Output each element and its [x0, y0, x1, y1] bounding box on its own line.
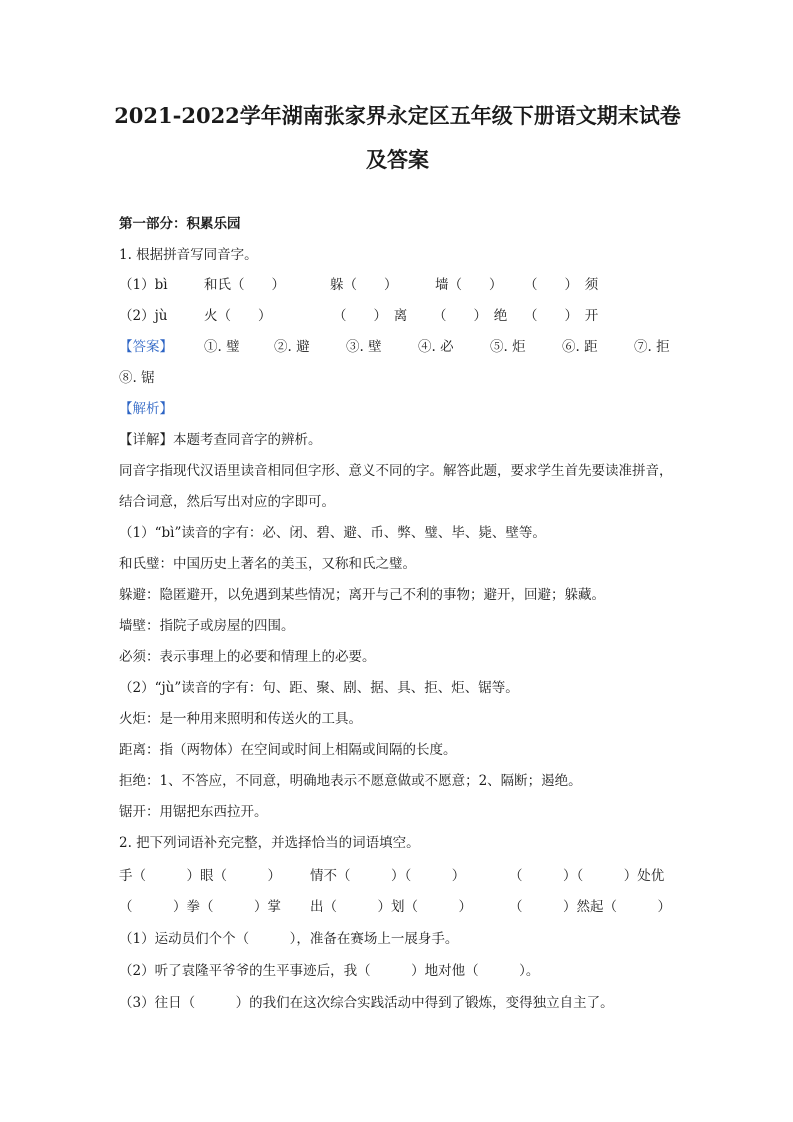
- answer-label: 【答案】: [119, 339, 173, 355]
- explanation-paragraph: 同音字指现代汉语里读音相同但字形、意义不同的字。解答此题，要求学生首先要读准拼音，: [119, 463, 673, 479]
- fill-blank: （ ） 绝: [433, 308, 508, 324]
- idiom-blank: （ ）然起（ ）: [509, 899, 671, 915]
- idiom-blank: 手（ ）眼（ ）: [119, 868, 281, 884]
- word-definition: 墙壁：指院子或房屋的四围。: [119, 618, 295, 634]
- document-title-line2: 及答案: [366, 147, 429, 172]
- word-definition: 火炬：是一种用来照明和传送火的工具。: [119, 711, 362, 727]
- fill-blank: （ ） 须: [524, 277, 599, 293]
- answer-item: ②. 避: [274, 339, 310, 355]
- answer-item: ①. 璧: [204, 339, 240, 355]
- word-definition: 躲避：隐匿避开，以免遇到某些情况；离开与己不利的事物；避开，回避；躲藏。: [119, 587, 605, 603]
- question-2-stem: 2. 把下列词语补充完整，并选择恰当的词语填空。: [119, 835, 420, 851]
- ju-character-list: （2）“jù”读音的字有：句、距、聚、剧、据、具、拒、炬、锯等。: [119, 680, 519, 696]
- word-definition: 和氏璧：中国历史上著名的美玉，又称和氏之璧。: [119, 556, 416, 572]
- document-title-line1: 2021-2022学年湖南张家界永定区五年级下册语文期末试卷: [114, 103, 681, 128]
- fill-sentence: （2）听了袁隆平爷爷的生平事迹后，我（ ）地对他（ ）。: [119, 963, 540, 979]
- fill-blank: 墙（ ）: [435, 277, 503, 293]
- answer-item: ⑦. 拒: [634, 339, 670, 355]
- idiom-blank: 出（ ）划（ ）: [310, 899, 472, 915]
- answer-item: ③. 壁: [346, 339, 382, 355]
- fill-blank: （ ） 开: [524, 308, 599, 324]
- section-heading: 第一部分：积累乐园: [119, 216, 241, 232]
- fill-blank: 和氏（ ）: [204, 277, 285, 293]
- answer-item: ⑥. 距: [562, 339, 598, 355]
- question-1-stem: 1. 根据拼音写同音字。: [119, 247, 258, 263]
- explanation-paragraph: 结合词意，然后写出对应的字即可。: [119, 494, 335, 510]
- fill-sentence: （3）往日（ ）的我们在这次综合实践活动中得到了锻炼，变得独立自主了。: [119, 995, 614, 1011]
- answer-item: ⑤. 炬: [490, 339, 526, 355]
- bi-character-list: （1）“bì”读音的字有：必、闭、碧、避、币、弊、璧、毕、毙、壁等。: [119, 525, 546, 541]
- pinyin-label: （1）bì: [119, 277, 168, 293]
- fill-blank: （ ） 离: [333, 308, 408, 324]
- answer-continued: ⑧. 锯: [119, 370, 155, 386]
- idiom-blank: （ ）拳（ ）掌: [119, 899, 281, 915]
- detail-line: 【详解】本题考查同音字的辨析。: [119, 432, 322, 448]
- word-definition: 拒绝：1、不答应，不同意，明确地表示不愿意做或不愿意；2、隔断；遏绝。: [119, 773, 582, 789]
- idiom-blank: 情不（ ）（ ）: [310, 868, 466, 884]
- idiom-blank: （ ）（ ）处优: [509, 868, 665, 884]
- fill-sentence: （1）运动员们个个（ ），准备在赛场上一展身手。: [119, 931, 459, 947]
- word-definition: 锯开：用锯把东西拉开。: [119, 804, 268, 820]
- pinyin-label: （2）jù: [119, 308, 168, 324]
- fill-blank: 火（ ）: [204, 308, 272, 324]
- word-definition: 距离：指（两物体）在空间或时间上相隔或间隔的长度。: [119, 742, 457, 758]
- analysis-label: 【解析】: [119, 401, 173, 417]
- answer-item: ④. 必: [418, 339, 454, 355]
- fill-blank: 躲（ ）: [330, 277, 398, 293]
- word-definition: 必须：表示事理上的必要和情理上的必要。: [119, 649, 376, 665]
